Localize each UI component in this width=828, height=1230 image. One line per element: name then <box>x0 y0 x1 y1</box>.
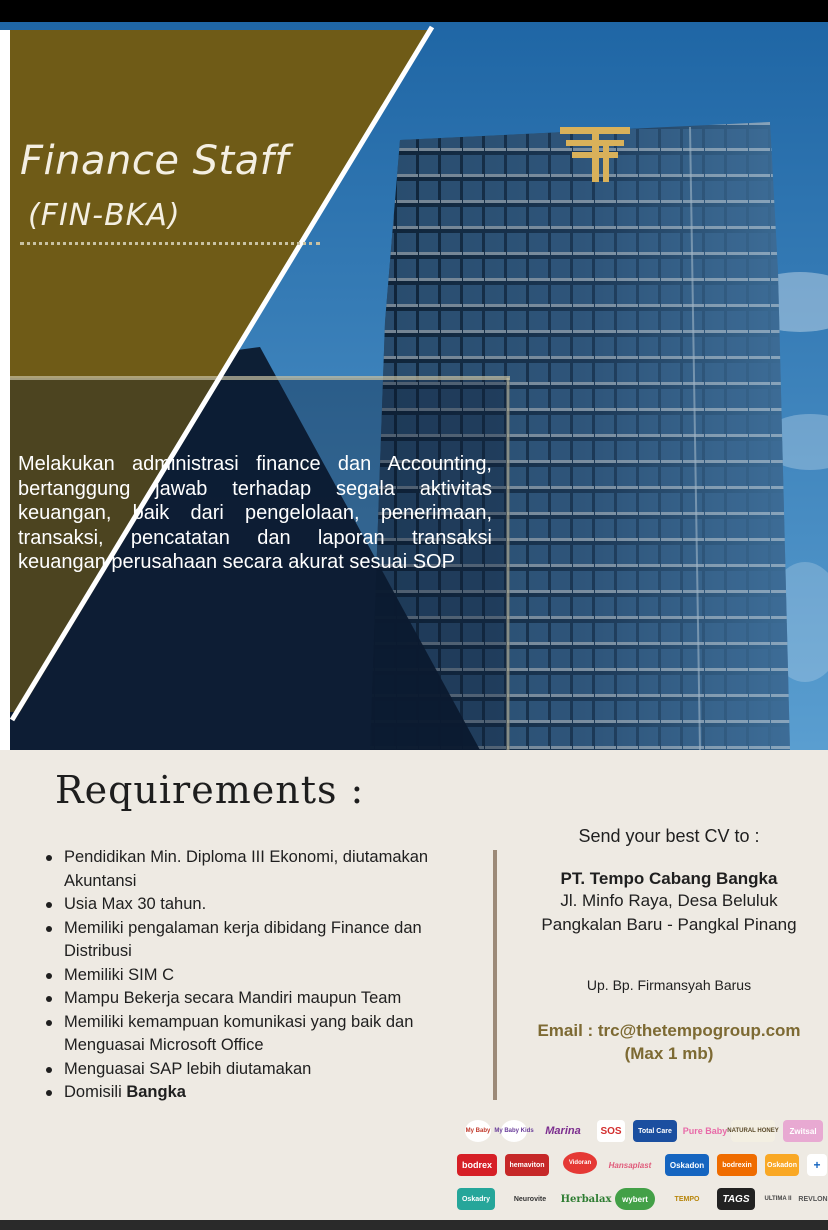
brand-logo: Hansaplast <box>608 1160 652 1170</box>
brand-logo: Zwitsal <box>783 1120 823 1142</box>
list-item: Usia Max 30 tahun. <box>42 893 490 917</box>
top-bar <box>0 0 828 22</box>
brand-logo: NATURAL HONEY <box>731 1120 775 1142</box>
brand-logo: wybert <box>615 1188 655 1210</box>
email-text[interactable]: Email : trc@thetempogroup.com <box>537 1021 801 1040</box>
brand-logo: Pure Baby <box>682 1126 728 1136</box>
brand-logo: Oskadon <box>765 1154 799 1176</box>
email-address[interactable] <box>510 1019 828 1065</box>
max-size-note: (Max 1 mb) <box>624 1044 714 1063</box>
brand-logo: TEMPO <box>674 1195 700 1203</box>
brand-logo: Herbalax <box>560 1193 612 1205</box>
title-dotted-line <box>20 242 320 245</box>
brand-logo: REVLON <box>798 1195 828 1203</box>
brand-logo: Oskadry <box>457 1188 495 1210</box>
hero-section <box>0 22 828 750</box>
brand-logo: hemaviton <box>505 1154 549 1176</box>
left-border <box>0 30 10 750</box>
vertical-divider <box>493 850 497 1100</box>
send-cv-label: Send your best CV to : <box>578 826 760 846</box>
brand-logo: Neurovite <box>513 1195 547 1203</box>
attention-line: Up. Bp. Firmansyah Barus <box>586 977 752 993</box>
list-item: Pendidikan Min. Diploma III Ekonomi, diutamakan Akuntansi <box>42 846 490 893</box>
bottom-bar <box>0 1220 828 1230</box>
hero-illustration <box>0 22 828 750</box>
requirements-heading: Requirements : <box>55 768 365 812</box>
brand-logos <box>455 1116 828 1220</box>
contact-block <box>510 826 828 1065</box>
brand-logo: My Baby Kids <box>501 1120 527 1142</box>
list-item: Mampu Bekerja secara Mandiri maupun Team <box>42 987 490 1011</box>
requirements-section <box>0 750 828 1220</box>
list-item <box>42 1081 490 1105</box>
brand-logo: SOS <box>597 1120 625 1142</box>
list-item: Memiliki SIM C <box>42 964 490 988</box>
job-description: Melakukan administrasi finance dan Accounting, bertanggung jawab terhadap segala aktivitas keuangan, baik dari pengelolaan, penerimaan, transaksi, pencatatan dan laporan transaksi keuangan perusahaan secara akurat sesuai SOP <box>18 453 492 573</box>
requirements-list <box>42 846 490 1105</box>
address-line-1: Jl. Minfo Raya, Desa Beluluk <box>560 891 778 910</box>
brand-logo: ULTIMA II <box>764 1196 792 1202</box>
address-line-2: Pangkalan Baru - Pangkal Pinang <box>541 915 797 934</box>
list-item: Menguasai SAP lebih diutamakan <box>42 1058 490 1082</box>
list-item: Memiliki kemampuan komunikasi yang baik dan Menguasai Microsoft Office <box>42 1011 490 1058</box>
brand-logo: Oskadon <box>665 1154 709 1176</box>
brand-logo: Vidoran <box>563 1152 597 1174</box>
job-code: (FIN-BKA) <box>28 198 181 233</box>
job-title: Finance Staff <box>20 138 289 184</box>
list-item: Memiliki pengalaman kerja dibidang Finance dan Distribusi <box>42 917 490 964</box>
brand-logo: TAGS <box>717 1188 755 1210</box>
domicile-value: Bangka <box>126 1083 186 1101</box>
brand-logo: bodrexin <box>717 1154 757 1176</box>
domicile-label: Domisili <box>64 1083 127 1101</box>
brand-logo: My Baby <box>465 1120 491 1142</box>
brand-logo: bodrex <box>457 1154 497 1176</box>
brand-logo: + <box>807 1154 827 1176</box>
brand-logo: Total Care <box>633 1120 677 1142</box>
company-name: PT. Tempo Cabang Bangka <box>560 869 778 888</box>
brand-logo: Marina <box>545 1125 581 1137</box>
